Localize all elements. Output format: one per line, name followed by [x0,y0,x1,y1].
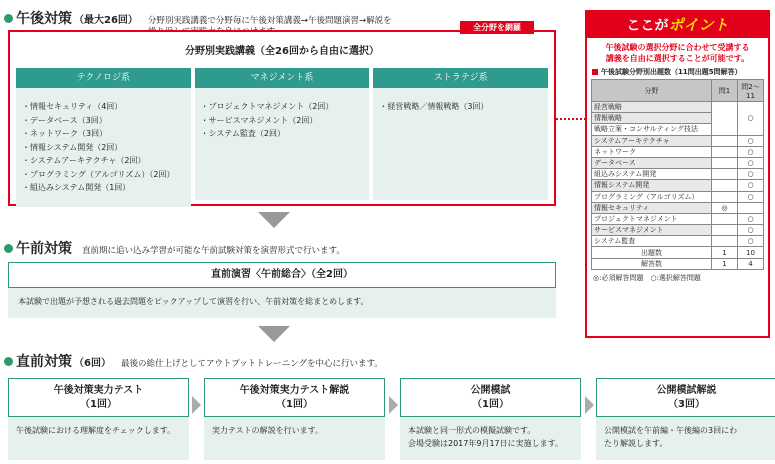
afternoon-title: 午後対策 [16,11,72,27]
final-card [8,378,189,460]
row-name: 情報戦略 [592,113,712,124]
row-q2: ○ [738,102,764,136]
row-q2: ○ [738,225,764,236]
row-name: データベース [592,157,712,168]
point-head-b: ポイント [668,16,729,34]
row-q1 [712,135,738,146]
list-item: ・データベース（3回） [22,115,107,125]
point-text [587,38,768,64]
table-row [592,191,764,202]
card-count: （3回） [668,399,705,410]
total-q2: 4 [738,258,764,269]
total-q2: 10 [738,247,764,258]
final-card [400,378,581,460]
section-bullet-icon [4,244,13,253]
card-text: 公開模試を午前編・午後編の3回にわ [604,426,738,435]
final-title: 直前対策 [16,354,72,370]
list-item: ・情報セキュリティ（4回） [22,102,123,111]
afternoon-columns [16,68,548,200]
row-q1 [712,191,738,202]
question-table [591,79,764,270]
afternoon-box [8,30,556,206]
row-name: 情報システム開発 [592,180,712,191]
card-head [8,378,189,417]
row-q2: ○ [738,180,764,191]
table-row [592,157,764,168]
table-total-row [592,247,764,258]
column-body [373,88,548,200]
row-q2: ○ [738,236,764,247]
list-item: ・経営戦略／情報戦略（3回） [379,102,489,111]
list-item: ・サービスマネジメント（2回） [200,115,318,125]
table-header-field: 分野 [592,80,712,102]
right-arrow-icon [585,396,594,414]
row-name: プログラミング（アルゴリズム） [592,191,712,202]
square-bullet-icon [592,69,598,75]
row-q2: ○ [738,191,764,202]
column-header: ストラテジ系 [373,68,548,88]
column-header: テクノロジ系 [16,68,191,88]
row-q1 [712,236,738,247]
card-text: 会場受験は2017年9月17日に実施します。 [408,439,563,448]
list-item: ・プロジェクトマネジメント（2回） [200,102,334,111]
list-item: ・組込みシステム開発（1回） [22,183,131,192]
card-title: 公開模試 [470,385,511,396]
point-header [587,12,768,38]
table-legend: ◎:必須解答問題 ○:選択解答問題 [593,273,701,282]
connector-line [556,118,586,120]
table-row [592,146,764,157]
column-management [195,68,370,200]
list-item: ・ネットワーク（3回） [22,129,108,138]
table-row [592,102,764,113]
section-bullet-icon [4,357,13,366]
card-body [400,417,581,460]
table-row [592,180,764,191]
row-name: 戦略立案・コンサルティング技法 [592,124,712,135]
row-q2: ○ [738,146,764,157]
row-name: 組込みシステム開発 [592,169,712,180]
morning-title: 午前対策 [16,241,72,257]
column-header: マネジメント系 [195,68,370,88]
morning-header [4,238,345,258]
table-row [592,169,764,180]
table-row [592,225,764,236]
point-text-line2: 講義を自由に選択することが可能です。 [605,54,750,63]
table-caption-text: 午後試験分野別出題数（11問出題5問解答） [601,68,742,76]
list-item: ・情報システム開発（2回） [22,142,123,152]
row-q1 [712,213,738,224]
total-q1: 1 [712,247,738,258]
table-row [592,202,764,213]
row-name: 情報セキュリティ [592,202,712,213]
right-arrow-icon [192,396,201,414]
morning-box-desc: 本試験で出題が予想される過去問題をピックアップして演習を行い、午前対策を総まとめします。 [8,288,556,318]
row-q2: ○ [738,157,764,168]
final-card [596,378,775,460]
table-row [592,236,764,247]
total-q1: 1 [712,258,738,269]
point-panel [585,10,770,338]
row-q1 [712,225,738,236]
table-header-q2: 問2～11 [738,80,764,102]
row-q2: ○ [738,135,764,146]
row-q1 [712,169,738,180]
down-arrow-icon [258,212,290,228]
row-name: 経営戦略 [592,102,712,113]
table-row [592,135,764,146]
afternoon-box-title: 分野別実践講義（全26回から自由に選択） [185,46,379,57]
card-text: 本試験と同一形式の模擬試験です。 [408,426,536,435]
row-q2: ○ [738,169,764,180]
card-text: 実力テストの解説を行います。 [212,426,324,435]
down-arrow-icon [258,326,290,342]
right-arrow-icon [389,396,398,414]
column-technology [16,68,191,200]
table-header-q1: 問1 [712,80,738,102]
final-subtitle: （6回） [74,358,111,369]
card-title: 公開模試解説 [656,385,717,396]
card-count: （1回） [472,399,509,410]
card-head [400,378,581,417]
afternoon-subtitle: （最大26回） [74,15,138,26]
row-q1 [712,180,738,191]
row-name: プロジェクトマネジメント [592,213,712,224]
row-name: サービスマネジメント [592,225,712,236]
list-item: ・プログラミング（アルゴリズム）（2回） [22,169,175,179]
total-label: 解答数 [592,258,712,269]
card-text: たり解説します。 [604,439,668,448]
card-count: （1回） [276,399,313,410]
row-q1 [712,146,738,157]
morning-box-title: 直前演習〈午前総合〉（全2回） [8,262,556,288]
list-item: ・システム監査（2回） [200,129,285,138]
row-q1: ◎ [712,202,738,213]
card-body [8,417,189,460]
card-body [596,417,775,460]
list-item: ・システムアーキテクチャ（2回） [22,156,146,165]
table-row [592,213,764,224]
column-strategy [373,68,548,200]
row-q1 [712,102,738,136]
row-name: システムアーキテクチャ [592,135,712,146]
card-body [204,417,385,460]
table-total-row [592,258,764,269]
afternoon-desc-line1: 分野別実践講義で分野毎に午後対策講義→午後問題演習→解説を [147,16,392,26]
card-title: 午後対策実力テスト [53,385,144,396]
final-desc: 最後の総仕上げとしてアウトプットトレーニングを中心に行います。 [120,359,383,369]
final-header [4,351,383,371]
card-title: 午後対策実力テスト解説 [239,385,350,396]
coverage-badge: 全分野を網羅 [460,21,534,34]
card-text: 午後試験における理解度をチェックします。 [16,426,176,435]
card-count: （1回） [80,399,117,410]
column-body [195,88,370,200]
row-name: システム監査 [592,236,712,247]
section-bullet-icon [4,14,13,23]
table-caption [587,64,768,79]
final-card [204,378,385,460]
total-label: 出題数 [592,247,712,258]
column-body [16,88,191,207]
card-head [204,378,385,417]
row-name: ネットワーク [592,146,712,157]
morning-desc: 直前期に追い込み学習が可能な午前試験対策を演習形式で行います。 [82,246,345,256]
row-q2 [738,202,764,213]
card-head [596,378,775,417]
row-q2: ○ [738,213,764,224]
point-text-line1: 午後試験の選択分野に合わせて受講する [605,43,750,52]
point-head-a: ここが [626,18,669,34]
row-q1 [712,157,738,168]
